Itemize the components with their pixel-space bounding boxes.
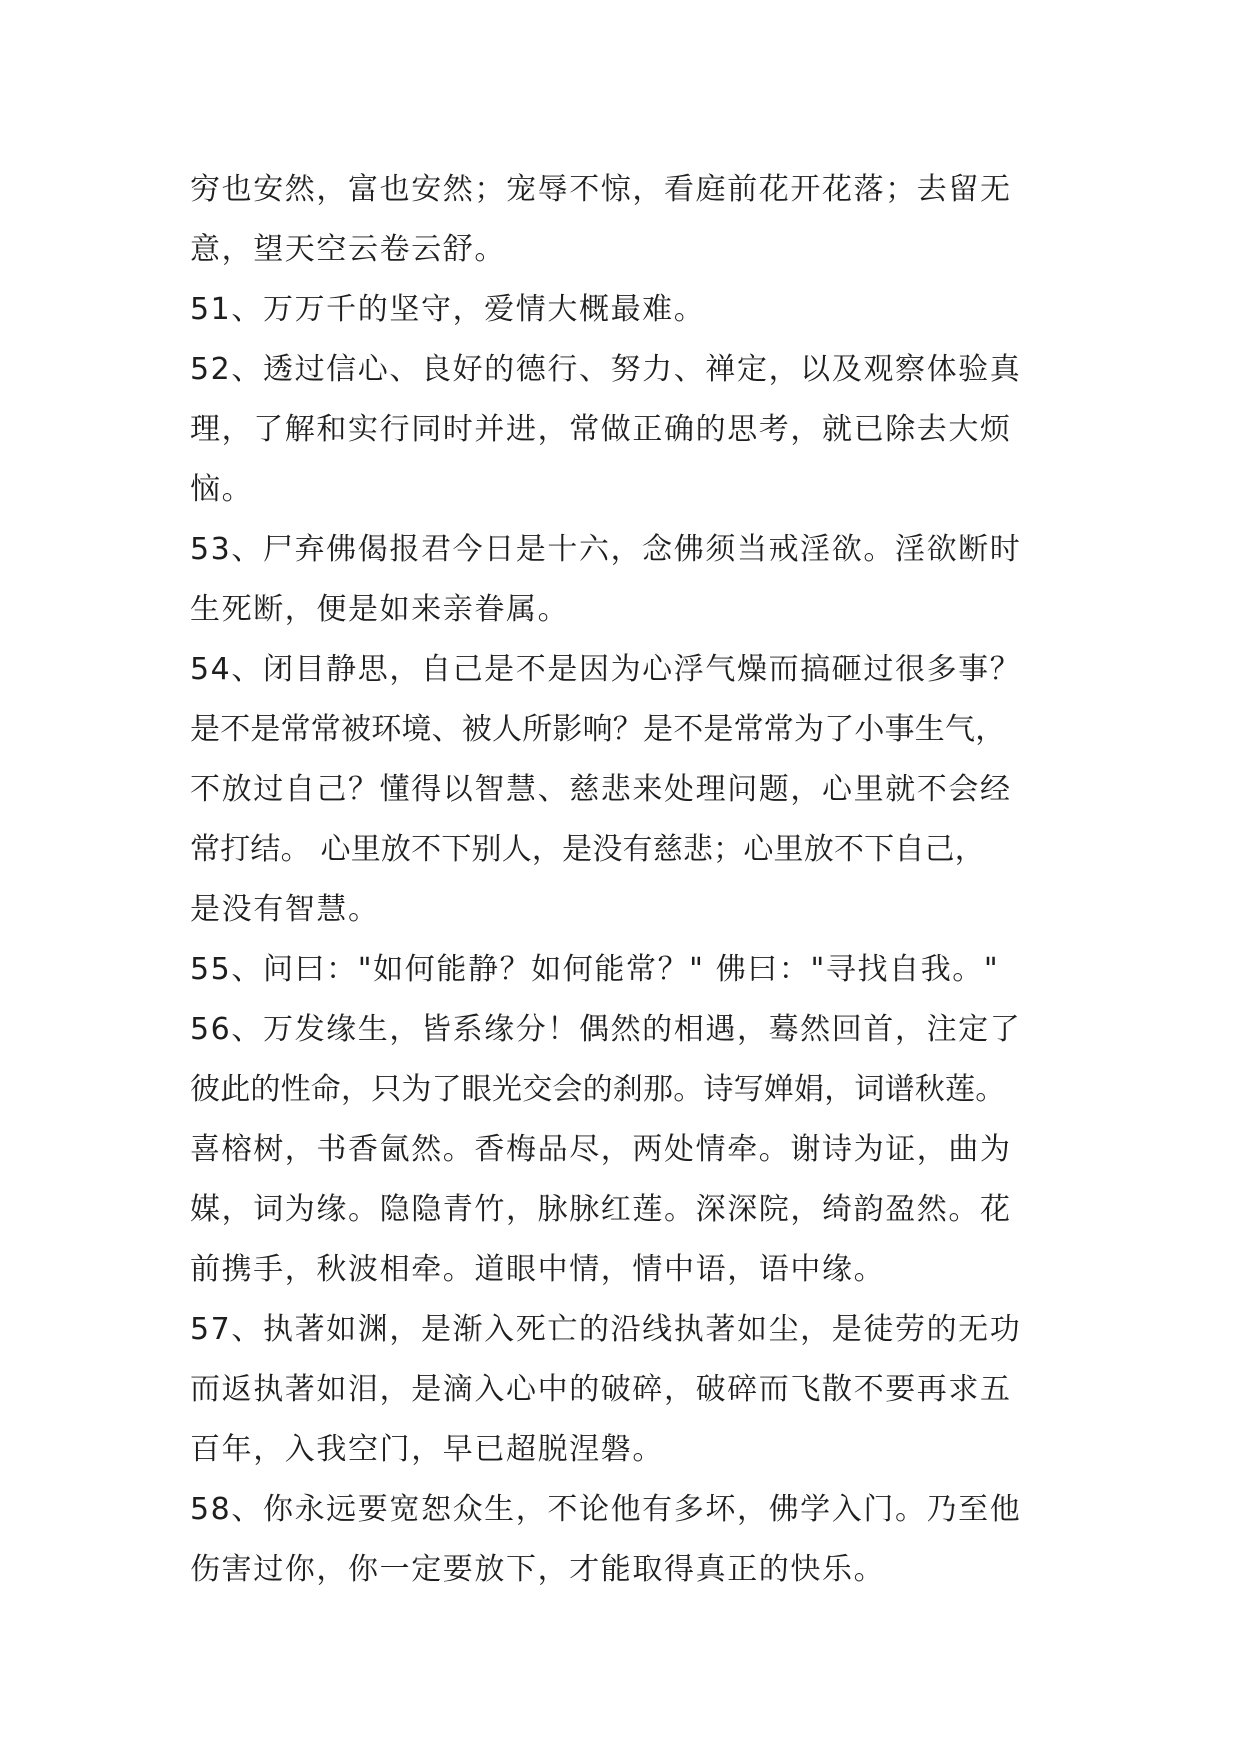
text-line: 意，望天空云卷云舒。 bbox=[190, 232, 506, 267]
text-line: 不放过自己？懂得以智慧、慈悲来处理问题，心里就不会经 bbox=[190, 772, 1012, 807]
text-line: 55、问曰："如何能静？如何能常？" 佛曰："寻找自我。" bbox=[190, 952, 1000, 987]
text-line: 56、万发缘生，皆系缘分！偶然的相遇，蓦然回首，注定了 bbox=[190, 1012, 1022, 1047]
text-line: 穷也安然，富也安然；宠辱不惊，看庭前花开花落；去留无 bbox=[190, 172, 1012, 207]
text-line: 是不是常常被环境、被人所影响？是不是常常为了小事生气， bbox=[190, 712, 1006, 747]
text-line: 53、尸弃佛偈报君今日是十六，念佛须当戒淫欲。淫欲断时 bbox=[190, 532, 1022, 567]
text-line: 理，了解和实行同时并进，常做正确的思考，就已除去大烦 bbox=[190, 412, 1012, 447]
text-line: 58、你永远要宽恕众生，不论他有多坏，佛学入门。乃至他 bbox=[190, 1492, 1022, 1527]
text-line: 57、执著如渊，是渐入死亡的沿线执著如尘，是徒劳的无功 bbox=[190, 1312, 1022, 1347]
text-line: 51、万万千的坚守，爱情大概最难。 bbox=[190, 292, 706, 327]
text-line: 百年，入我空门，早已超脱涅磐。 bbox=[190, 1432, 664, 1467]
text-line: 前携手，秋波相牵。道眼中情，情中语，语中缘。 bbox=[190, 1252, 886, 1287]
text-line: 54、闭目静思，自己是不是因为心浮气燥而搞砸过很多事？ bbox=[190, 652, 1022, 687]
text-line: 生死断，便是如来亲眷属。 bbox=[190, 592, 570, 627]
text-line: 而返执著如泪，是滴入心中的破碎，破碎而飞散不要再求五 bbox=[190, 1372, 1012, 1407]
text-line: 喜榕树，书香氤然。香梅品尽，两处情牵。谢诗为证，曲为 bbox=[190, 1132, 1012, 1167]
text-line: 彼此的性命，只为了眼光交会的刹那。诗写婵娟，词谱秋莲。 bbox=[190, 1072, 1006, 1107]
text-line: 媒，词为缘。隐隐青竹，脉脉红莲。深深院，绮韵盈然。花 bbox=[190, 1192, 1012, 1227]
text-line: 伤害过你，你一定要放下，才能取得真正的快乐。 bbox=[190, 1552, 886, 1587]
text-line: 是没有智慧。 bbox=[190, 892, 380, 927]
document-body bbox=[190, 160, 1050, 1600]
text-line: 恼。 bbox=[190, 472, 254, 507]
text-line: 52、透过信心、良好的德行、努力、禅定，以及观察体验真 bbox=[190, 352, 1022, 387]
text-line: 常打结。 心里放不下别人，是没有慈悲；心里放不下自己， bbox=[190, 832, 985, 867]
